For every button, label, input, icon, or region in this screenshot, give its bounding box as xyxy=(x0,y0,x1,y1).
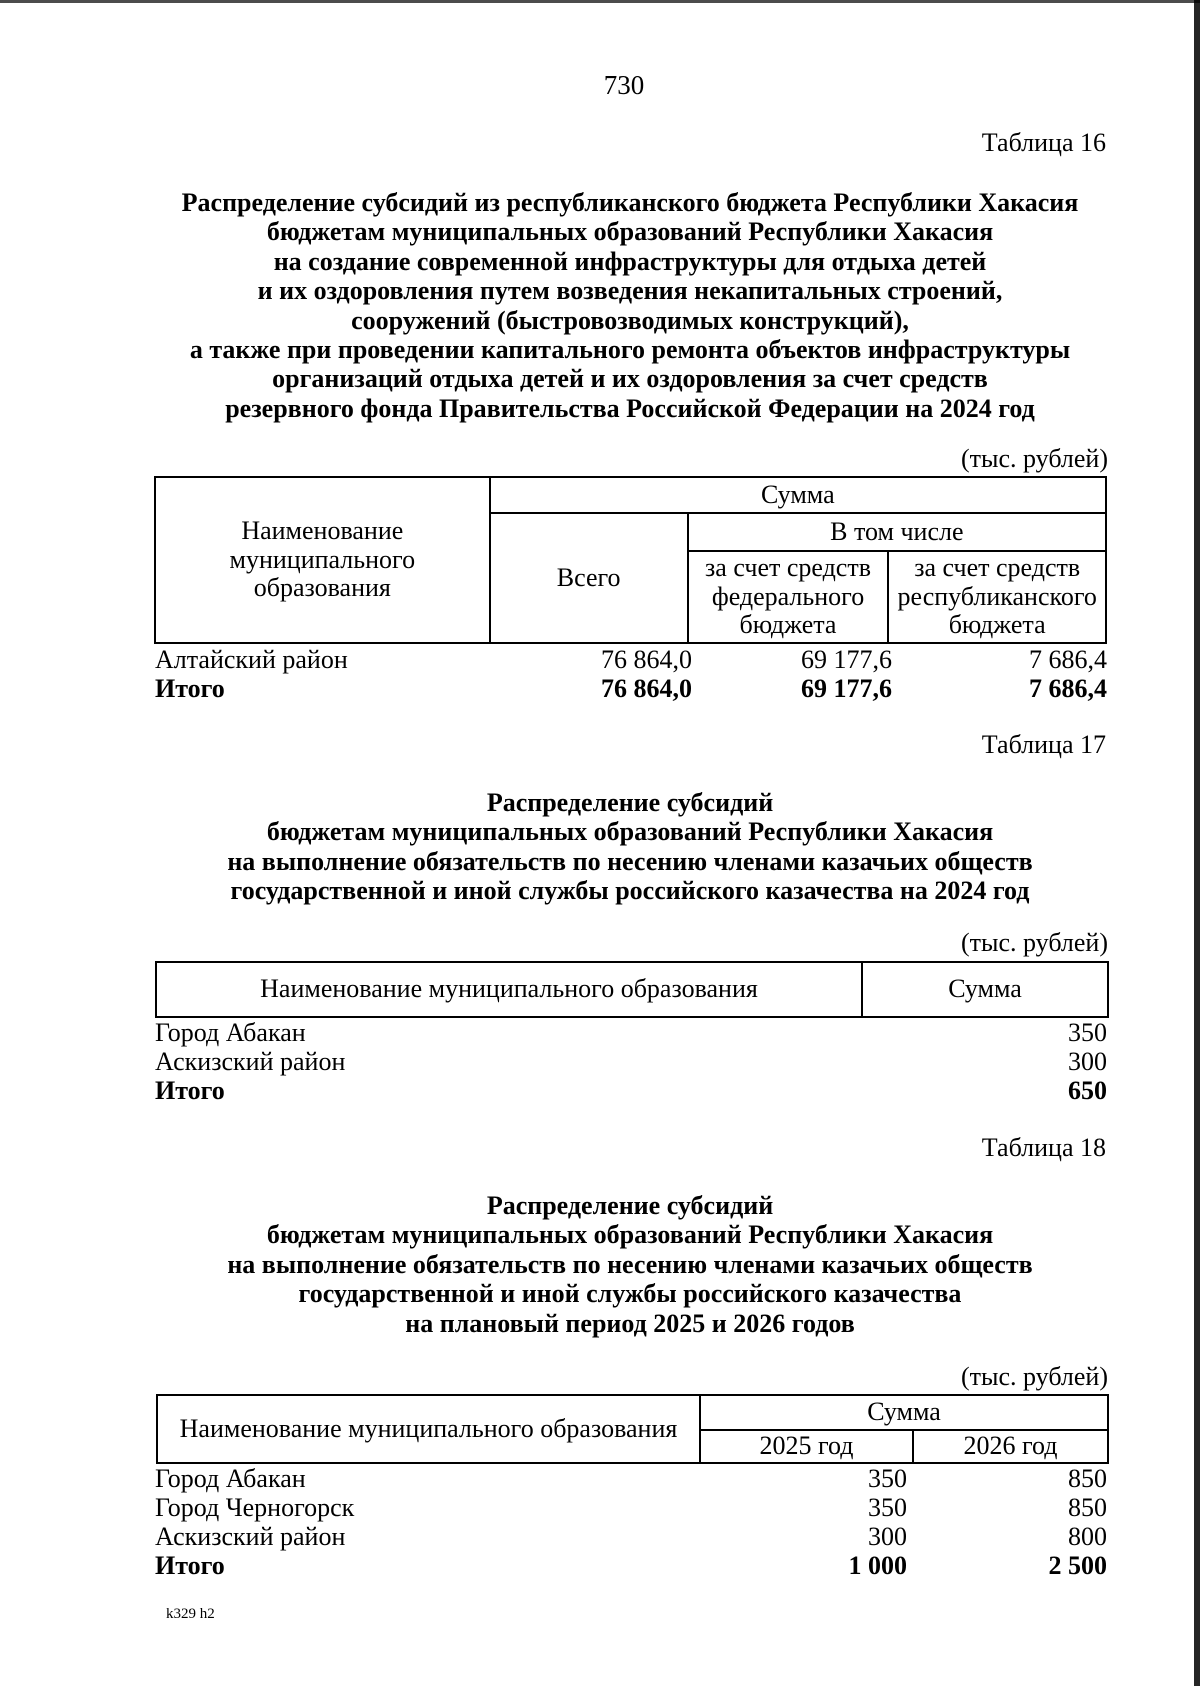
table17-header-sum: Сумма xyxy=(862,962,1108,1017)
row-name: Город Черногорск xyxy=(155,1493,355,1522)
total-2025: 1 000 xyxy=(848,1551,907,1580)
table16-header-name: Наименование муниципального образования xyxy=(155,477,490,643)
table18-title-line: на выполнение обязательств по несению членами казачьих обществ xyxy=(227,1249,1033,1279)
table16-title-line: а также при проведении капитального ремонта объектов инфраструктуры xyxy=(189,334,1071,364)
total-all: 76 864,0 xyxy=(601,674,692,703)
table17-title-line: бюджетам муниципальных образований Республики Хакасия xyxy=(266,817,994,847)
total-2026: 2 500 xyxy=(1048,1551,1107,1580)
table17-title-line: Распределение субсидий xyxy=(486,788,774,817)
table18-header xyxy=(156,1394,1109,1464)
row-name: Город Абакан xyxy=(155,1464,306,1493)
table18-header-2025: 2025 год xyxy=(700,1430,913,1463)
table17-label: Таблица 17 xyxy=(981,730,1106,759)
table16-title-line: бюджетам муниципальных образований Республики Хакасия xyxy=(266,217,994,247)
table16-title-line: на создание современной инфраструктуры для отдыха детей xyxy=(273,246,987,276)
total-label: Итого xyxy=(155,1551,225,1580)
table18-label: Таблица 18 xyxy=(981,1133,1106,1162)
row-2026: 850 xyxy=(1068,1464,1107,1493)
table16-header-sum: Сумма xyxy=(490,477,1106,513)
page-number: 730 xyxy=(603,70,645,100)
row-2026: 850 xyxy=(1068,1493,1107,1522)
row-federal: 69 177,6 xyxy=(801,645,892,674)
table16-label: Таблица 16 xyxy=(981,128,1106,157)
table16-header-total: Всего xyxy=(490,513,688,643)
row-name: Аскизский район xyxy=(155,1047,346,1076)
row-name: Аскизский район xyxy=(155,1522,346,1551)
table18-header-2026: 2026 год xyxy=(913,1430,1108,1463)
table18-header-name: Наименование муниципального образования xyxy=(157,1395,700,1463)
row-2025: 300 xyxy=(868,1522,907,1551)
table16-header-republic: за счет средств республиканского бюджета xyxy=(888,551,1106,643)
row-2025: 350 xyxy=(868,1464,907,1493)
row-name: Алтайский район xyxy=(155,645,348,674)
scan-edge-top xyxy=(0,0,1200,3)
total-federal: 69 177,6 xyxy=(801,674,892,703)
table18-title-line: Распределение субсидий xyxy=(486,1191,774,1220)
table17-title-line: на выполнение обязательств по несению членами казачьих обществ xyxy=(227,846,1033,876)
table18-title-line: на плановый период 2025 и 2026 годов xyxy=(405,1308,855,1338)
table16-title-line: организаций отдыха детей и их оздоровления за счет средств xyxy=(272,364,988,394)
row-2026: 800 xyxy=(1068,1522,1107,1551)
total-sum: 650 xyxy=(1068,1076,1107,1105)
row-total: 76 864,0 xyxy=(601,645,692,674)
table17-header xyxy=(155,961,1109,1018)
table18-title-line: бюджетам муниципальных образований Республики Хакасия xyxy=(266,1220,994,1250)
row-sum: 350 xyxy=(1068,1018,1107,1047)
footer-code: k329 h2 xyxy=(166,1606,215,1622)
table16-title xyxy=(150,188,1110,423)
table16-title-line: резервного фонда Правительства Российской Федерации на 2024 год xyxy=(225,393,1035,423)
row-2025: 350 xyxy=(868,1493,907,1522)
table18-title xyxy=(150,1191,1110,1338)
table17-title xyxy=(150,788,1110,906)
table16-header xyxy=(154,476,1107,644)
table16-title-line: и их оздоровления путем возведения некапитальных строений, xyxy=(257,276,1003,306)
table16-title-line: сооружений (быстровозводимых конструкций), xyxy=(351,305,909,335)
table17-header-name: Наименование муниципального образования xyxy=(156,962,862,1017)
table18-title-line: государственной и иной службы российского казачества xyxy=(298,1279,962,1309)
table16-units: (тыс. рублей) xyxy=(960,444,1108,473)
table17-title-line: государственной и иной службы российского казачества на 2024 год xyxy=(230,876,1030,906)
row-name: Город Абакан xyxy=(155,1018,306,1047)
table16-header-federal: за счет средств федерального бюджета xyxy=(688,551,889,643)
table18-header-sum: Сумма xyxy=(700,1395,1108,1430)
total-republic: 7 686,4 xyxy=(1029,674,1107,703)
total-label: Итого xyxy=(155,674,225,703)
table16-title-line: Распределение субсидий из республиканского бюджета Республики Хакасия xyxy=(181,188,1079,217)
total-label: Итого xyxy=(155,1076,225,1105)
row-sum: 300 xyxy=(1068,1047,1107,1076)
table16-header-including: В том числе xyxy=(688,513,1106,551)
row-republic: 7 686,4 xyxy=(1029,645,1107,674)
table18-units: (тыс. рублей) xyxy=(960,1362,1108,1391)
table17-units: (тыс. рублей) xyxy=(960,928,1108,957)
scan-edge-right xyxy=(1194,0,1200,1686)
